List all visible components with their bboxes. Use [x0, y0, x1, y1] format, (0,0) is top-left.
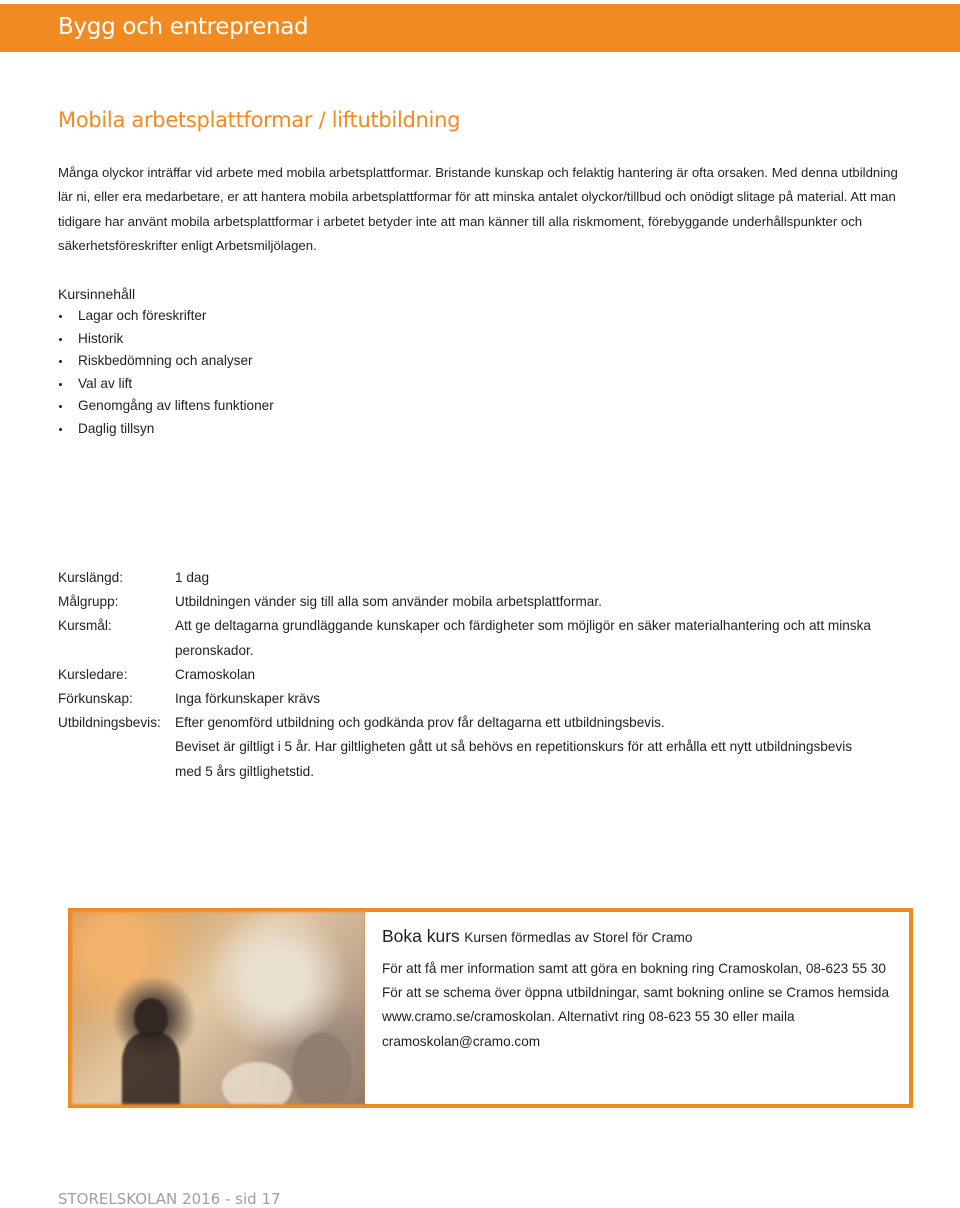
booking-title: Boka kurs [382, 926, 460, 946]
fact-row-prerequisites [58, 687, 878, 711]
booking-box [68, 908, 913, 1108]
fact-value: Att ge deltagarna grundläggande kunskaper och färdigheter som möjligör en säker materialhantering och att minska peronskador. [175, 618, 871, 658]
fact-label: Kursmål: [58, 618, 112, 634]
list-item: Historik [58, 328, 274, 351]
booking-body: För att få mer information samt att göra en bokning ring Cramoskolan, 08-623 55 30 För att se schema över öppna utbildningar, samt bokning online se Cramos hemsida www.cramo.se/cramoskolan. Alternativt ring 08-623 55 30 eller maila cramoskolan@cramo.com [382, 961, 890, 1049]
list-item: Daglig tillsyn [58, 418, 274, 441]
fact-label [58, 735, 175, 783]
fact-value: Cramoskolan [175, 666, 256, 682]
fact-row-certificate [58, 711, 878, 735]
fact-row-goal [58, 614, 878, 662]
fact-row-length [58, 566, 878, 590]
booking-subtitle: Kursen förmedlas av Storel för Cramo [464, 930, 693, 945]
list-item: Val av lift [58, 373, 274, 396]
list-item: Genomgång av liftens funktioner [58, 395, 274, 418]
fact-row-certificate-validity [58, 735, 878, 783]
fact-value: Beviset är giltligt i 5 år. Har giltligheten gått ut så behövs en repetitionskurs för att erhålla ett nytt utbildningsbevis med 5 års giltlighetstid. [175, 739, 853, 779]
course-facts [58, 566, 878, 784]
fact-value: 1 dag [175, 570, 210, 585]
fact-row-target-group [58, 590, 878, 614]
list-item: Riskbedömning och analyser [58, 350, 274, 373]
header-bar [0, 4, 960, 52]
section-title: Bygg och entreprenad [58, 14, 309, 40]
page-footer: STORELSKOLAN 2016 - sid 17 [58, 1190, 281, 1208]
fact-value: Efter genomförd utbildning och godkända prov får deltagarna ett utbildningsbevis. [175, 715, 665, 731]
list-item: Lagar och föreskrifter [58, 305, 274, 328]
course-title: Mobila arbetsplattformar / liftutbildning [58, 108, 461, 132]
booking-heading [382, 926, 692, 947]
fact-label: Målgrupp: [58, 594, 119, 610]
course-intro: Många olyckor inträffar vid arbete med mobila arbetsplattformar. Bristande kunskap och felaktig hantering är ofta orsaken. Med denna utbildning lär ni, eller era medarbetare, er att hantera mobila arbetsplattformar för att minska antalet olyckor/tillbud och onödigt slitage på material. Att man tidigare har använt mobila arbetsplattformar i arbetet betyder inte att man känner till alla riskmoment, förebyggande underhållspunkter och säkerhetsföreskrifter enligt Arbetsmiljölagen. [58, 165, 898, 254]
fact-value: Utbildningen vänder sig till alla som använder mobila arbetsplattformar. [175, 594, 602, 610]
fact-label: Förkunskap: [58, 691, 133, 707]
fact-label: Kurslängd: [58, 570, 123, 585]
course-content-heading: Kursinnehåll [58, 286, 136, 302]
booking-content [365, 912, 909, 1104]
fact-label: Utbildningsbevis: [58, 715, 161, 731]
fact-row-leader [58, 663, 878, 687]
course-content-list [58, 305, 274, 441]
classroom-photo [72, 912, 365, 1104]
fact-value: Inga förkunskaper krävs [175, 691, 321, 707]
fact-label: Kursledare: [58, 666, 128, 682]
